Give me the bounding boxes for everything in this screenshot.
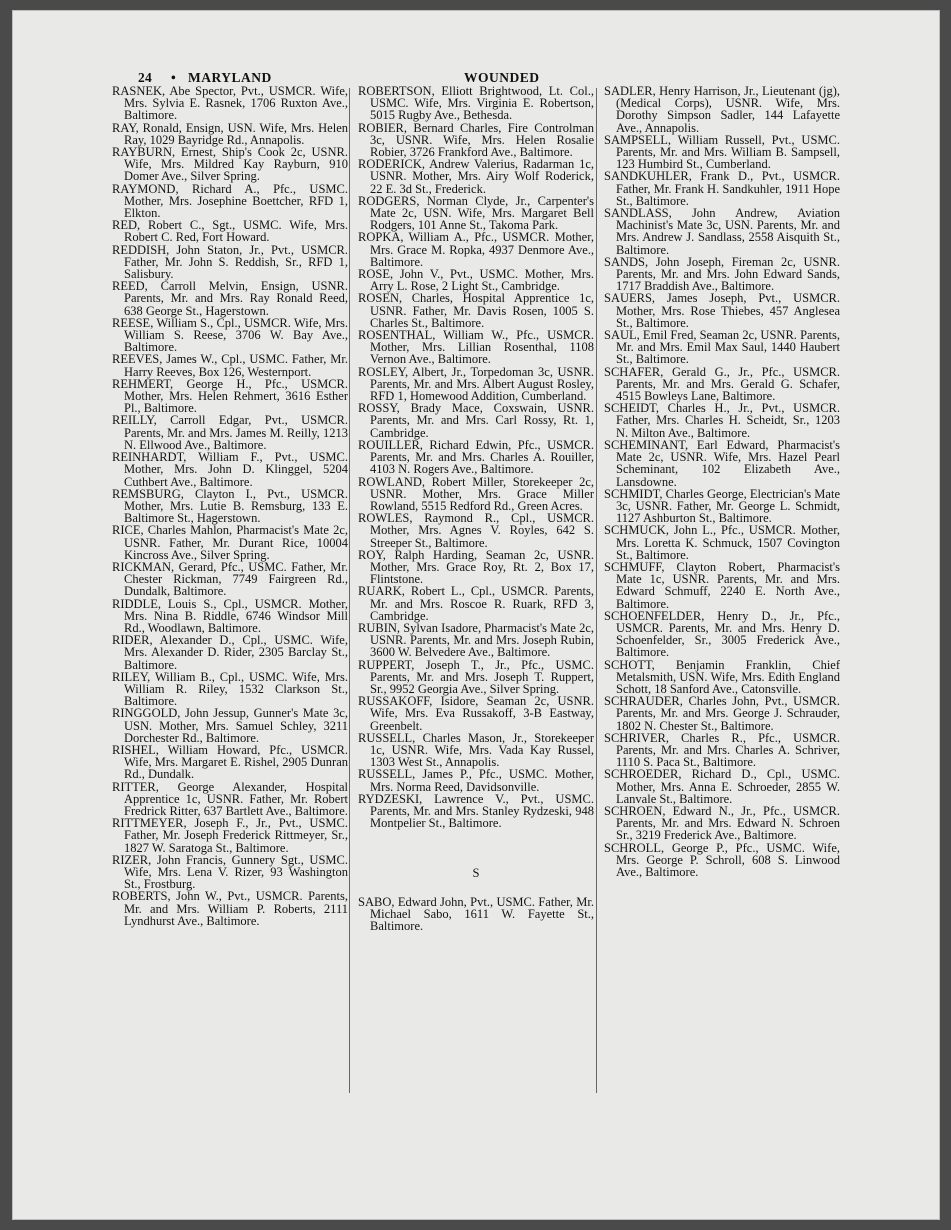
casualty-entry: SCHMUFF, Clayton Robert, Pharmacist's Mate 1c, USNR. Parents, Mr. and Mrs. Edward Schmuff, 2240 E. North Ave., Baltimore.: [604, 559, 840, 611]
casualty-entry: SCHRIVER, Charles R., Pfc., USMCR. Parents, Mr. and Mrs. Charles A. Schriver, 1110 S. Paca St., Baltimore.: [604, 730, 840, 770]
casualty-entry: RINGGOLD, John Jessup, Gunner's Mate 3c, USN. Mother, Mrs. Samuel Schley, 3211 Dorchester Rd., Baltimore.: [112, 706, 348, 745]
casualty-entry: RISHEL, William Howard, Pfc., USMCR. Wife, Mrs. Margaret E. Rishel, 2905 Dunran Rd., Dundalk.: [112, 742, 348, 782]
page-title: WOUNDED: [464, 70, 540, 85]
casualty-entry: RUARK, Robert L., Cpl., USMCR. Parents, Mr. and Mrs. Roscoe R. Ruark, RFD 3, Cambridge.: [358, 584, 594, 623]
casualty-entry: RUSSAKOFF, Isidore, Seaman 2c, USNR. Wife, Mrs. Eva Russakoff, 3-B Eastway, Greenbelt.: [358, 694, 594, 733]
casualty-entry: RYDZESKI, Lawrence V., Pvt., USMC. Parents, Mr. and Mrs. Stanley Rydzeski, 948 Montpelier St., Baltimore.: [358, 791, 594, 831]
casualty-entry: SCHRAUDER, Charles John, Pvt., USMCR. Parents, Mr. and Mrs. George J. Schrauder, 1802 N. Chester St., Baltimore.: [604, 694, 840, 733]
column-divider: [596, 88, 597, 1093]
section-letter: S: [472, 866, 480, 881]
casualty-entry: SAUL, Emil Fred, Seaman 2c, USNR. Parents, Mr. and Mrs. Emil Max Saul, 1440 Haubert St., Baltimore.: [604, 328, 840, 367]
casualty-entry: SADLER, Henry Harrison, Jr., Lieutenant (jg), (Medical Corps), USNR. Wife, Mrs. Dorothy Simpson Sadler, 144 Lafayette Ave., Annapolis.: [604, 84, 840, 135]
casualty-entry: REESE, William S., Cpl., USMCR. Wife, Mrs. William S. Reese, 3706 W. Bay Ave., Baltimore.: [112, 315, 348, 355]
casualty-entry: SABO, Edward John, Pvt., USMC. Father, Mr. Michael Sabo, 1611 W. Fayette St., Baltimore.: [358, 894, 594, 933]
casualty-entry: ROY, Ralph Harding, Seaman 2c, USNR. Mother, Mrs. Grace Roy, Rt. 2, Box 17, Flintstone.: [358, 547, 594, 587]
casualty-entry: ROUILLER, Richard Edwin, Pfc., USMCR. Parents, Mr. and Mrs. Charles A. Rouiller, 4103 N. Rogers Ave., Baltimore.: [358, 437, 594, 477]
casualty-entry: SCHMIDT, Charles George, Electrician's Mate 3c, USNR. Father, Mr. George L. Schmidt, 1127 Ashburton St., Baltimore.: [604, 486, 840, 526]
casualty-entry: RASNEK, Abe Spector, Pvt., USMCR. Wife, Mrs. Sylvia E. Rasnek, 1706 Ruxton Ave., Baltimore.: [112, 84, 348, 123]
casualty-entry: RITTER, George Alexander, Hospital Apprentice 1c, USNR. Father, Mr. Robert Fredrick Ritter, 637 Bartlett Ave., Baltimore.: [112, 779, 348, 818]
casualty-entry: SANDS, John Joseph, Fireman 2c, USNR. Parents, Mr. and Mrs. John Edward Sands, 1717 Braddish Ave., Baltimore.: [604, 254, 840, 294]
casualty-entry: SANDLASS, John Andrew, Aviation Machinist's Mate 3c, USN. Parents, Mr. and Mrs. Andrew J. Sandlass, 2558 Aisquith St., Baltimore.: [604, 206, 840, 257]
casualty-entry: SCHMUCK, John L., Pfc., USMCR. Mother, Mrs. Loretta K. Schmuck, 1507 Covington St., Baltimore.: [604, 523, 840, 562]
casualty-entry: RED, Robert C., Sgt., USMC. Wife, Mrs. Robert C. Red, Fort Howard.: [112, 218, 348, 245]
state-name: MARYLAND: [188, 70, 272, 85]
casualty-entry: SCHROEDER, Richard D., Cpl., USMC. Mother, Mrs. Anna E. Schroeder, 2855 W. Lanvale St., Baltimore.: [604, 767, 840, 806]
casualty-entry: SCHEMINANT, Earl Edward, Pharmacist's Mate 2c, USNR. Wife, Mrs. Hazel Pearl Scheminant, 102 Elizabeth Ave., Lansdowne.: [604, 437, 840, 489]
column-1: [112, 85, 348, 927]
casualty-entry: RAY, Ronald, Ensign, USN. Wife, Mrs. Helen Ray, 1029 Bayridge Rd., Annapolis.: [112, 120, 348, 147]
casualty-entry: ROSE, John V., Pvt., USMC. Mother, Mrs. Arry L. Rose, 2 Light St., Cambridge.: [358, 267, 594, 294]
casualty-entry: SCHAFER, Gerald G., Jr., Pfc., USMCR. Parents, Mr. and Mrs. Gerald G. Schafer, 4515 Bowleys Lane, Baltimore.: [604, 364, 840, 404]
casualty-entry: ROBIER, Bernard Charles, Fire Controlman 3c, USNR. Wife, Mrs. Helen Rosalie Robier, 3726 Frankford Ave., Baltimore.: [358, 120, 594, 160]
casualty-entry: ROBERTS, John W., Pvt., USMCR. Parents, Mr. and Mrs. William P. Roberts, 2111 Lyndhurst Ave., Baltimore.: [112, 889, 348, 928]
casualty-entry: RITTMEYER, Joseph F., Jr., Pvt., USMC. Father, Mr. Joseph Frederick Rittmeyer, Sr., 1827 W. Saratoga St., Baltimore.: [112, 816, 348, 855]
casualty-entry: ROWLES, Raymond R., Cpl., USMCR. Mother, Mrs. Agnes V. Royles, 642 S. Streeper St., Baltimore.: [358, 511, 594, 550]
bullet-separator: •: [171, 70, 176, 85]
casualty-entry: REMSBURG, Clayton I., Pvt., USMCR. Mother, Mrs. Lutie B. Remsburg, 133 E. Baltimore St., Hagerstown.: [112, 486, 348, 526]
page-number: 24: [138, 70, 153, 85]
casualty-entry: SAUERS, James Joseph, Pvt., USMCR. Mother, Mrs. Rose Thiebes, 457 Anglesea St., Baltimore.: [604, 291, 840, 330]
casualty-entry: RAYBURN, Ernest, Ship's Cook 2c, USNR. Wife, Mrs. Mildred Kay Rayburn, 910 Domer Ave., Silver Spring.: [112, 145, 348, 184]
casualty-entry: ROSEN, Charles, Hospital Apprentice 1c, USNR. Father, Mr. Davis Rosen, 1005 S. Charles St., Baltimore.: [358, 291, 594, 330]
casualty-entry: RILEY, William B., Cpl., USMC. Wife, Mrs. William R. Riley, 1532 Clarkson St., Baltimore.: [112, 669, 348, 709]
casualty-entry: RUPPERT, Joseph T., Jr., Pfc., USMC. Parents, Mr. and Mrs. Joseph T. Ruppert, Sr., 9952 Georgia Ave., Silver Spring.: [358, 657, 594, 696]
casualty-entry: RIDDLE, Louis S., Cpl., USMCR. Mother, Mrs. Nina B. Riddle, 6746 Windsor Mill Rd., Woodlawn, Baltimore.: [112, 596, 348, 635]
casualty-entry: ROWLAND, Robert Miller, Storekeeper 2c, USNR. Mother, Mrs. Grace Miller Rowland, 5515 Redford Rd., Green Acres.: [358, 474, 594, 513]
casualty-entry: REEVES, James W., Cpl., USMC. Father, Mr. Harry Reeves, Box 126, Westernport.: [112, 352, 348, 379]
casualty-entry: REHMERT, George H., Pfc., USMCR. Mother, Mrs. Helen Rehmert, 3616 Esther Pl., Baltimore.: [112, 376, 348, 416]
casualty-entry: ROSSY, Brady Mace, Coxswain, USNR. Parents, Mr. and Mrs. Carl Rossy, Rt. 1, Cambridge.: [358, 401, 594, 440]
casualty-entry: SAMPSELL, William Russell, Pvt., USMC. Parents, Mr. and Mrs. William B. Sampsell, 123 Humbird St., Cumberland.: [604, 132, 840, 172]
casualty-entry: REDDISH, John Staton, Jr., Pvt., USMCR. Father, Mr. John S. Reddish, Sr., RFD 1, Salisbury.: [112, 242, 348, 282]
casualty-entry: RUSSELL, James P., Pfc., USMC. Mother, Mrs. Norma Reed, Davidsonville.: [358, 767, 594, 794]
casualty-entry: RUBIN, Sylvan Isadore, Pharmacist's Mate 2c, USNR. Parents, Mr. and Mrs. Joseph Rubin, 3600 W. Belvedere Ave., Baltimore.: [358, 620, 594, 660]
casualty-entry: ROBERTSON, Elliott Brightwood, Lt. Col., USMC. Wife, Mrs. Virginia E. Robertson, 5015 Rugby Ave., Bethesda.: [358, 84, 594, 123]
casualty-entry: SCHEIDT, Charles H., Jr., Pvt., USMCR. Father, Mrs. Charles H. Scheidt, Sr., 1203 N. Milton Ave., Baltimore.: [604, 401, 840, 440]
column-3: [604, 85, 840, 878]
casualty-entry: REINHARDT, William F., Pvt., USMC. Mother, Mrs. John D. Klinggel, 5204 Cuthbert Ave., Baltimore.: [112, 450, 348, 489]
casualty-entry: RAYMOND, Richard A., Pfc., USMC. Mother, Mrs. Josephine Boettcher, RFD 1, Elkton.: [112, 181, 348, 221]
casualty-entry: RICKMAN, Gerard, Pfc., USMC. Father, Mr. Chester Rickman, 7749 Fairgreen Rd., Dundalk, Baltimore.: [112, 559, 348, 599]
casualty-entry: REED, Carroll Melvin, Ensign, USNR. Parents, Mr. and Mrs. Ray Ronald Reed, 638 George St., Hagerstown.: [112, 279, 348, 318]
casualty-entry: RIZER, John Francis, Gunnery Sgt., USMC. Wife, Mrs. Lena V. Rizer, 93 Washington St., Frostburg.: [112, 852, 348, 892]
casualty-entry: SANDKUHLER, Frank D., Pvt., USMCR. Father, Mr. Frank H. Sandkuhler, 1911 Hope St., Baltimore.: [604, 169, 840, 208]
column-divider: [349, 88, 350, 1093]
column-2: [358, 85, 594, 932]
casualty-entry: RUSSELL, Charles Mason, Jr., Storekeeper 1c, USNR. Wife, Mrs. Vada Kay Russel, 1303 West St., Annapolis.: [358, 730, 594, 770]
casualty-entry: SCHROEN, Edward N., Jr., Pfc., USMCR. Parents, Mr. and Mrs. Edward N. Schroen Sr., 3219 Frederick Ave., Baltimore.: [604, 803, 840, 843]
casualty-entry: ROSENTHAL, William W., Pfc., USMCR. Mother, Mrs. Lillian Rosenthal, 1108 Vernon Ave., Baltimore.: [358, 328, 594, 367]
casualty-entry: RICE, Charles Mahlon, Pharmacist's Mate 2c, USNR. Father, Mr. Durant Rice, 10004 Kincross Ave., Silver Spring.: [112, 523, 348, 562]
casualty-entry: REILLY, Carroll Edgar, Pvt., USMCR. Parents, Mr. and Mrs. James M. Reilly, 1213 N. Ellwood Ave., Baltimore.: [112, 413, 348, 452]
casualty-entry: SCHROLL, George P., Pfc., USMC. Wife, Mrs. George P. Schroll, 608 S. Linwood Ave., Baltimore.: [604, 840, 840, 879]
casualty-entry: SCHOENFELDER, Henry D., Jr., Pfc., USMCR. Parents, Mr. and Mrs. Henry D. Schoenfelder, Sr., 3005 Frederick Ave., Baltimore.: [604, 608, 840, 660]
casualty-entry: ROPKA, William A., Pfc., USMCR. Mother, Mrs. Grace M. Ropka, 4937 Denmore Ave., Baltimore.: [358, 230, 594, 269]
casualty-entry: RODGERS, Norman Clyde, Jr., Carpenter's Mate 2c, USN. Wife, Mrs. Margaret Bell Rodgers, 101 Anne St., Takoma Park.: [358, 193, 594, 233]
casualty-entry: SCHOTT, Benjamin Franklin, Chief Metalsmith, USN. Wife, Mrs. Edith England Schott, 18 Sanford Ave., Catonsville.: [604, 657, 840, 696]
casualty-entry: RODERICK, Andrew Valerius, Radarman 1c, USNR. Mother, Mrs. Airy Wolf Roderick, 22 E. 3d St., Frederick.: [358, 157, 594, 196]
casualty-entry: RIDER, Alexander D., Cpl., USMC. Wife, Mrs. Alexander D. Rider, 2305 Barclay St., Baltimore.: [112, 633, 348, 672]
casualty-entry: ROSLEY, Albert, Jr., Torpedoman 3c, USNR. Parents, Mr. and Mrs. Albert August Rosley, RFD 1, Homewood Addition, Cumberland.: [358, 364, 594, 404]
